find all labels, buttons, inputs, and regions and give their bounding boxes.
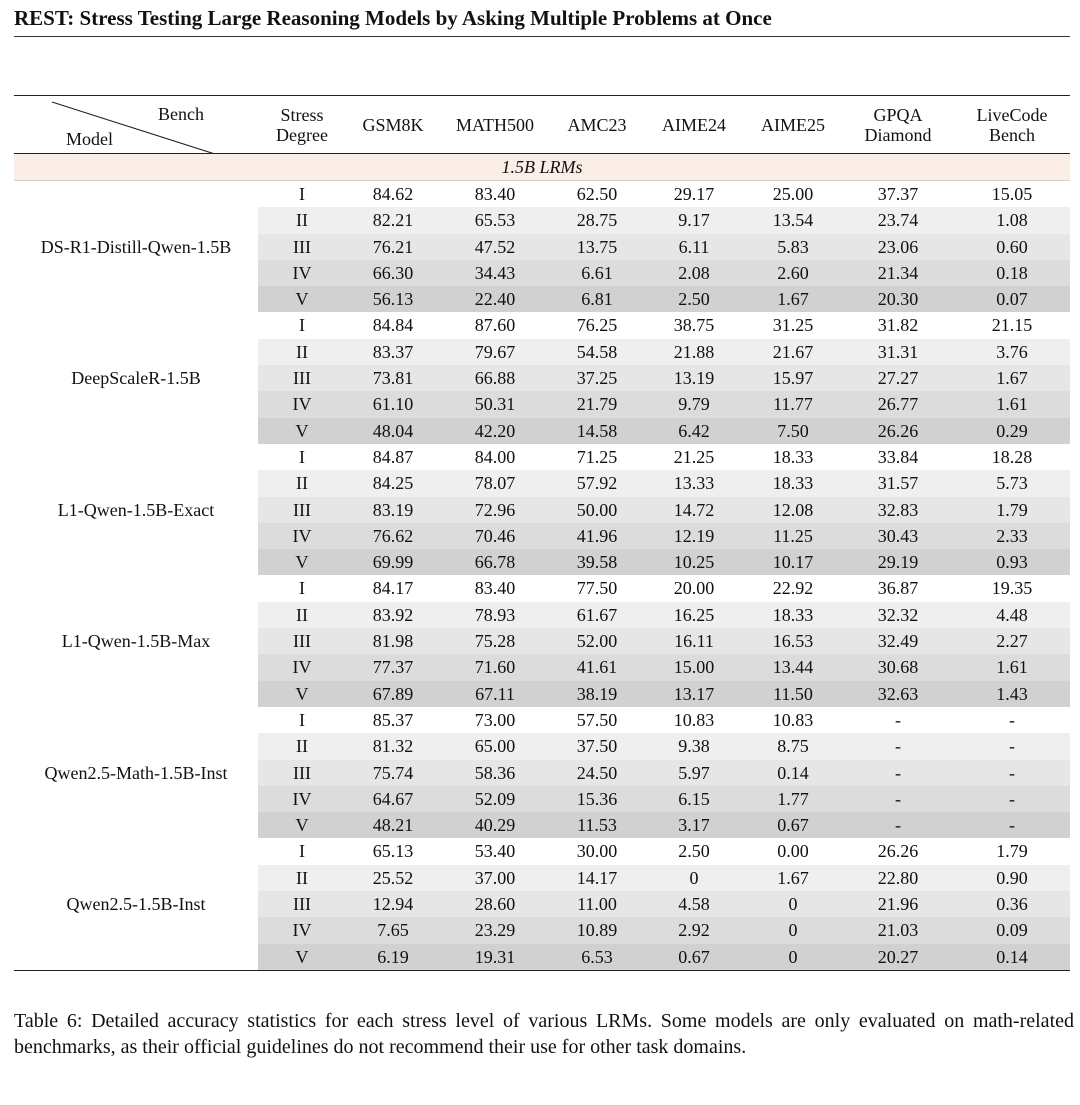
score-cell: 0.67	[744, 812, 842, 838]
stress-degree-cell: III	[258, 497, 346, 523]
column-header	[440, 96, 550, 154]
score-cell: 21.88	[644, 339, 744, 365]
score-cell: 1.61	[954, 391, 1070, 417]
stress-degree-cell: IV	[258, 786, 346, 812]
score-cell: 52.09	[440, 786, 550, 812]
score-cell: 21.03	[842, 917, 954, 943]
score-cell: 82.21	[346, 207, 440, 233]
score-cell: 41.96	[550, 523, 644, 549]
column-header	[258, 96, 346, 154]
score-cell: 14.58	[550, 418, 644, 444]
score-cell: 6.42	[644, 418, 744, 444]
score-cell: 77.37	[346, 654, 440, 680]
score-cell: 13.19	[644, 365, 744, 391]
score-cell: 57.92	[550, 470, 644, 496]
score-cell: 32.32	[842, 602, 954, 628]
column-header-line2: Diamond	[864, 124, 932, 145]
score-cell: 66.88	[440, 365, 550, 391]
score-cell: 10.89	[550, 917, 644, 943]
corner-model-label: Model	[66, 129, 113, 149]
score-cell: 15.36	[550, 786, 644, 812]
score-cell: 83.92	[346, 602, 440, 628]
score-cell: -	[842, 812, 954, 838]
score-cell: 11.25	[744, 523, 842, 549]
table-caption: Table 6: Detailed accuracy statistics for each stress level of various LRMs. Some models are only evaluated on math-related benchmarks, as their official guidelines do not recommend their use for other task domains.	[14, 1010, 1074, 1058]
results-table	[14, 95, 1070, 971]
score-cell: 48.21	[346, 812, 440, 838]
column-header-line1: MATH500	[455, 114, 534, 135]
score-cell: 73.00	[440, 707, 550, 733]
score-cell: 69.99	[346, 549, 440, 575]
score-cell: 0.00	[744, 838, 842, 864]
score-cell: 13.75	[550, 234, 644, 260]
score-cell: 78.07	[440, 470, 550, 496]
score-cell: -	[954, 760, 1070, 786]
stress-degree-cell: II	[258, 865, 346, 891]
score-cell: 21.96	[842, 891, 954, 917]
score-cell: -	[842, 733, 954, 759]
diagonal-divider	[14, 96, 258, 153]
score-cell: 8.75	[744, 733, 842, 759]
score-cell: 0.90	[954, 865, 1070, 891]
score-cell: 58.36	[440, 760, 550, 786]
score-cell: 0	[744, 944, 842, 971]
column-header-line1: AMC23	[567, 114, 627, 135]
score-cell: -	[954, 707, 1070, 733]
score-cell: 28.60	[440, 891, 550, 917]
score-cell: 37.25	[550, 365, 644, 391]
score-cell: 0	[744, 891, 842, 917]
score-cell: 76.25	[550, 312, 644, 338]
score-cell: 5.97	[644, 760, 744, 786]
stress-degree-cell: I	[258, 575, 346, 601]
model-name: L1-Qwen-1.5B-Max	[14, 575, 258, 706]
score-cell: 1.79	[954, 497, 1070, 523]
score-cell: 29.19	[842, 549, 954, 575]
score-cell: 19.35	[954, 575, 1070, 601]
score-cell: 2.50	[644, 838, 744, 864]
column-header	[954, 96, 1070, 154]
score-cell: 9.38	[644, 733, 744, 759]
score-cell: 14.72	[644, 497, 744, 523]
score-cell: 0	[744, 917, 842, 943]
score-cell: 18.33	[744, 602, 842, 628]
score-cell: 10.25	[644, 549, 744, 575]
stress-degree-cell: IV	[258, 391, 346, 417]
score-cell: 12.94	[346, 891, 440, 917]
score-cell: 83.40	[440, 181, 550, 208]
score-cell: 11.53	[550, 812, 644, 838]
stress-degree-cell: II	[258, 733, 346, 759]
stress-degree-cell: II	[258, 207, 346, 233]
score-cell: 2.08	[644, 260, 744, 286]
score-cell: 31.25	[744, 312, 842, 338]
stress-degree-cell: V	[258, 549, 346, 575]
table-row	[14, 181, 1070, 208]
score-cell: 16.25	[644, 602, 744, 628]
score-cell: 2.50	[644, 286, 744, 312]
score-cell: 12.19	[644, 523, 744, 549]
score-cell: 18.33	[744, 470, 842, 496]
score-cell: 41.61	[550, 654, 644, 680]
score-cell: 38.75	[644, 312, 744, 338]
score-cell: 2.92	[644, 917, 744, 943]
score-cell: 31.82	[842, 312, 954, 338]
score-cell: 0.67	[644, 944, 744, 971]
score-cell: 32.63	[842, 681, 954, 707]
score-cell: 16.11	[644, 628, 744, 654]
score-cell: 4.48	[954, 602, 1070, 628]
score-cell: 30.00	[550, 838, 644, 864]
score-cell: 64.67	[346, 786, 440, 812]
column-header-line1: GSM8K	[362, 114, 424, 135]
score-cell: 32.83	[842, 497, 954, 523]
score-cell: 50.00	[550, 497, 644, 523]
score-cell: 11.77	[744, 391, 842, 417]
stress-degree-cell: V	[258, 812, 346, 838]
score-cell: 31.31	[842, 339, 954, 365]
stress-degree-cell: II	[258, 470, 346, 496]
score-cell: 16.53	[744, 628, 842, 654]
score-cell: 11.00	[550, 891, 644, 917]
score-cell: 65.13	[346, 838, 440, 864]
score-cell: 66.78	[440, 549, 550, 575]
score-cell: 13.44	[744, 654, 842, 680]
score-cell: 66.30	[346, 260, 440, 286]
column-header	[346, 96, 440, 154]
score-cell: 24.50	[550, 760, 644, 786]
score-cell: 87.60	[440, 312, 550, 338]
score-cell: 5.73	[954, 470, 1070, 496]
score-cell: 1.77	[744, 786, 842, 812]
score-cell: 0.14	[744, 760, 842, 786]
model-name: L1-Qwen-1.5B-Exact	[14, 444, 258, 575]
score-cell: 83.19	[346, 497, 440, 523]
stress-degree-cell: I	[258, 444, 346, 470]
score-cell: 28.75	[550, 207, 644, 233]
score-cell: 52.00	[550, 628, 644, 654]
group-label: 1.5B LRMs	[14, 154, 1070, 181]
score-cell: 11.50	[744, 681, 842, 707]
score-cell: 37.37	[842, 181, 954, 208]
stress-degree-cell: III	[258, 891, 346, 917]
table-row	[14, 444, 1070, 470]
header-row	[14, 96, 1070, 154]
score-cell: 78.93	[440, 602, 550, 628]
score-cell: -	[954, 786, 1070, 812]
score-cell: 21.79	[550, 391, 644, 417]
column-header-line1: GPQA	[873, 104, 923, 125]
score-cell: 75.28	[440, 628, 550, 654]
score-cell: 23.06	[842, 234, 954, 260]
score-cell: 15.00	[644, 654, 744, 680]
stress-degree-cell: IV	[258, 654, 346, 680]
score-cell: 1.61	[954, 654, 1070, 680]
score-cell: 71.60	[440, 654, 550, 680]
score-cell: 72.96	[440, 497, 550, 523]
column-header-line1: Stress	[280, 104, 324, 125]
score-cell: 81.98	[346, 628, 440, 654]
score-cell: 9.79	[644, 391, 744, 417]
score-cell: 1.67	[744, 865, 842, 891]
model-name: DS-R1-Distill-Qwen-1.5B	[14, 181, 258, 313]
stress-degree-cell: V	[258, 418, 346, 444]
column-header-line1: AIME25	[761, 114, 825, 135]
score-cell: -	[842, 760, 954, 786]
column-header	[550, 96, 644, 154]
stress-degree-cell: I	[258, 181, 346, 208]
score-cell: 6.11	[644, 234, 744, 260]
score-cell: 42.20	[440, 418, 550, 444]
score-cell: 70.46	[440, 523, 550, 549]
score-cell: 10.83	[644, 707, 744, 733]
column-header-line2: Degree	[276, 124, 328, 145]
score-cell: 0.60	[954, 234, 1070, 260]
group-row	[14, 154, 1070, 181]
score-cell: 33.84	[842, 444, 954, 470]
score-cell: 6.61	[550, 260, 644, 286]
score-cell: -	[842, 707, 954, 733]
score-cell: 10.83	[744, 707, 842, 733]
table-header	[14, 96, 1070, 154]
score-cell: 15.97	[744, 365, 842, 391]
score-cell: 20.00	[644, 575, 744, 601]
score-cell: 67.11	[440, 681, 550, 707]
score-cell: 84.17	[346, 575, 440, 601]
score-cell: 57.50	[550, 707, 644, 733]
score-cell: 30.68	[842, 654, 954, 680]
score-cell: 0	[644, 865, 744, 891]
stress-degree-cell: V	[258, 286, 346, 312]
column-header-line2: Bench	[989, 124, 1035, 145]
score-cell: 76.21	[346, 234, 440, 260]
stress-degree-cell: V	[258, 681, 346, 707]
score-cell: 31.57	[842, 470, 954, 496]
score-cell: -	[954, 733, 1070, 759]
score-cell: 9.17	[644, 207, 744, 233]
stress-degree-cell: IV	[258, 917, 346, 943]
score-cell: 84.00	[440, 444, 550, 470]
table-body	[14, 154, 1070, 971]
score-cell: 85.37	[346, 707, 440, 733]
paper-title: REST: Stress Testing Large Reasoning Models by Asking Multiple Problems at Once	[14, 6, 772, 30]
stress-degree-cell: II	[258, 339, 346, 365]
score-cell: 26.26	[842, 838, 954, 864]
score-cell: 23.74	[842, 207, 954, 233]
table-row	[14, 575, 1070, 601]
stress-degree-cell: I	[258, 838, 346, 864]
score-cell: 1.67	[744, 286, 842, 312]
score-cell: 5.83	[744, 234, 842, 260]
score-cell: 27.27	[842, 365, 954, 391]
score-cell: 2.27	[954, 628, 1070, 654]
page-header	[14, 4, 1070, 37]
model-name: Qwen2.5-Math-1.5B-Inst	[14, 707, 258, 838]
score-cell: 13.33	[644, 470, 744, 496]
score-cell: 37.50	[550, 733, 644, 759]
score-cell: 0.29	[954, 418, 1070, 444]
score-cell: 0.09	[954, 917, 1070, 943]
score-cell: 21.25	[644, 444, 744, 470]
score-cell: 83.40	[440, 575, 550, 601]
score-cell: 0.14	[954, 944, 1070, 971]
score-cell: 84.25	[346, 470, 440, 496]
score-cell: 84.84	[346, 312, 440, 338]
score-cell: 20.27	[842, 944, 954, 971]
score-cell: 15.05	[954, 181, 1070, 208]
score-cell: 21.67	[744, 339, 842, 365]
score-cell: 0.93	[954, 549, 1070, 575]
score-cell: 0.18	[954, 260, 1070, 286]
score-cell: 2.33	[954, 523, 1070, 549]
score-cell: 21.15	[954, 312, 1070, 338]
table-row	[14, 707, 1070, 733]
score-cell: 38.19	[550, 681, 644, 707]
column-header	[842, 96, 954, 154]
column-header-line1: LiveCode	[976, 104, 1048, 125]
score-cell: 62.50	[550, 181, 644, 208]
score-cell: 12.08	[744, 497, 842, 523]
score-cell: 14.17	[550, 865, 644, 891]
corner-bench-label: Bench	[158, 104, 204, 124]
stress-degree-cell: II	[258, 602, 346, 628]
score-cell: 81.32	[346, 733, 440, 759]
table-row	[14, 838, 1070, 864]
score-cell: 20.30	[842, 286, 954, 312]
score-cell: 25.52	[346, 865, 440, 891]
score-cell: 1.43	[954, 681, 1070, 707]
score-cell: 65.53	[440, 207, 550, 233]
score-cell: 77.50	[550, 575, 644, 601]
score-cell: 19.31	[440, 944, 550, 971]
table-row	[14, 312, 1070, 338]
score-cell: 37.00	[440, 865, 550, 891]
score-cell: 13.17	[644, 681, 744, 707]
score-cell: -	[842, 786, 954, 812]
score-cell: 56.13	[346, 286, 440, 312]
score-cell: 2.60	[744, 260, 842, 286]
column-header-line1: AIME24	[662, 114, 726, 135]
score-cell: 22.40	[440, 286, 550, 312]
score-cell: 22.92	[744, 575, 842, 601]
score-cell: 6.19	[346, 944, 440, 971]
stress-degree-cell: IV	[258, 523, 346, 549]
stress-degree-cell: III	[258, 365, 346, 391]
score-cell: 4.58	[644, 891, 744, 917]
score-cell: 0.07	[954, 286, 1070, 312]
corner-cell	[14, 96, 258, 154]
score-cell: 25.00	[744, 181, 842, 208]
score-cell: 0.36	[954, 891, 1070, 917]
score-cell: 79.67	[440, 339, 550, 365]
score-cell: 61.10	[346, 391, 440, 417]
score-cell: 6.53	[550, 944, 644, 971]
stress-degree-cell: V	[258, 944, 346, 971]
score-cell: 32.49	[842, 628, 954, 654]
stress-degree-cell: I	[258, 707, 346, 733]
score-cell: 84.62	[346, 181, 440, 208]
score-cell: 21.34	[842, 260, 954, 286]
score-cell: 26.26	[842, 418, 954, 444]
score-cell: 75.74	[346, 760, 440, 786]
stress-degree-cell: III	[258, 760, 346, 786]
score-cell: 10.17	[744, 549, 842, 575]
score-cell: 1.08	[954, 207, 1070, 233]
stress-degree-cell: IV	[258, 260, 346, 286]
score-cell: 73.81	[346, 365, 440, 391]
score-cell: 65.00	[440, 733, 550, 759]
score-cell: 26.77	[842, 391, 954, 417]
score-cell: 13.54	[744, 207, 842, 233]
column-header	[744, 96, 842, 154]
model-name: Qwen2.5-1.5B-Inst	[14, 838, 258, 970]
score-cell: 7.50	[744, 418, 842, 444]
score-cell: 3.76	[954, 339, 1070, 365]
score-cell: 71.25	[550, 444, 644, 470]
score-cell: 18.33	[744, 444, 842, 470]
score-cell: 1.79	[954, 838, 1070, 864]
score-cell: 18.28	[954, 444, 1070, 470]
score-cell: 3.17	[644, 812, 744, 838]
score-cell: 76.62	[346, 523, 440, 549]
score-cell: -	[954, 812, 1070, 838]
score-cell: 83.37	[346, 339, 440, 365]
score-cell: 48.04	[346, 418, 440, 444]
score-cell: 39.58	[550, 549, 644, 575]
score-cell: 61.67	[550, 602, 644, 628]
score-cell: 40.29	[440, 812, 550, 838]
score-cell: 67.89	[346, 681, 440, 707]
column-header	[644, 96, 744, 154]
score-cell: 23.29	[440, 917, 550, 943]
stress-degree-cell: III	[258, 234, 346, 260]
score-cell: 53.40	[440, 838, 550, 864]
score-cell: 29.17	[644, 181, 744, 208]
score-cell: 54.58	[550, 339, 644, 365]
score-cell: 6.15	[644, 786, 744, 812]
model-name: DeepScaleR-1.5B	[14, 312, 258, 443]
score-cell: 30.43	[842, 523, 954, 549]
score-cell: 6.81	[550, 286, 644, 312]
score-cell: 50.31	[440, 391, 550, 417]
score-cell: 36.87	[842, 575, 954, 601]
score-cell: 84.87	[346, 444, 440, 470]
score-cell: 47.52	[440, 234, 550, 260]
stress-degree-cell: III	[258, 628, 346, 654]
score-cell: 34.43	[440, 260, 550, 286]
score-cell: 1.67	[954, 365, 1070, 391]
stress-degree-cell: I	[258, 312, 346, 338]
score-cell: 22.80	[842, 865, 954, 891]
score-cell: 7.65	[346, 917, 440, 943]
